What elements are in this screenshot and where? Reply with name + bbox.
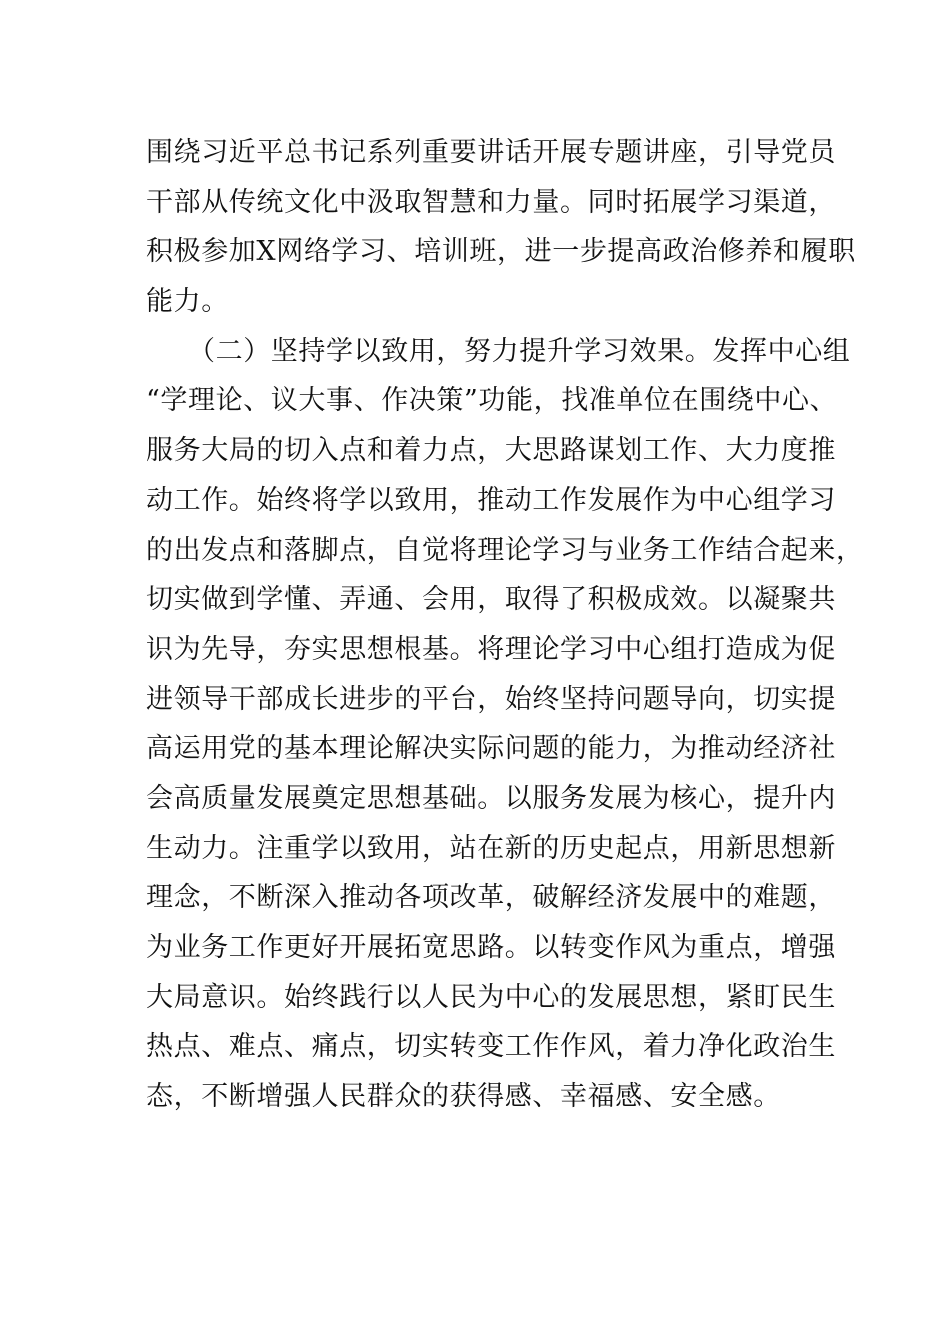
text-line: 干部从传统文化中汲取智慧和力量。同时拓展学习渠道，	[146, 186, 836, 218]
text-line: 为业务工作更好开展拓宽思路。以转变作风为重点，增强	[146, 932, 836, 963]
text-line: 围绕习近平总书记系列重要讲话开展专题讲座，引导党员	[146, 137, 836, 168]
text-line: 理念，不断深入推动各项改革，破解经济发展中的难题，	[146, 882, 836, 914]
text-line: 态，不断增强人民群众的获得感、幸福感、安全感。	[146, 1081, 781, 1113]
text-line: 高运用党的基本理论解决实际问题的能力，为推动经济社	[146, 733, 836, 765]
text-line: 会高质量发展奠定思想基础。以服务发展为核心，提升内	[146, 782, 836, 814]
text-line: 积极参加X网络学习、培训班，进一步提高政治修养和履职	[146, 236, 856, 268]
text-line: 大局意识。始终践行以人民为中心的发展思想，紧盯民生	[146, 981, 836, 1013]
body-text	[146, 128, 864, 1122]
text-line: 识为先导，夯实思想根基。将理论学习中心组打造成为促	[146, 633, 836, 665]
text-line: 能力。	[146, 286, 229, 318]
text-line: “学理论、议大事、作决策”功能，找准单位在围绕中心、	[146, 385, 838, 417]
text-line: 动工作。始终将学以致用，推动工作发展作为中心组学习	[146, 484, 836, 516]
text-line: 的出发点和落脚点，自觉将理论学习与业务工作结合起来，	[146, 534, 864, 566]
text-line: 切实做到学懂、弄通、会用，取得了积极成效。以凝聚共	[146, 584, 836, 616]
text-line: 进领导干部成长进步的平台，始终坚持问题导向，切实提	[146, 683, 836, 715]
text-line: 热点、难点、痛点，切实转变工作作风，着力净化政治生	[146, 1031, 836, 1063]
text-line: 服务大局的切入点和着力点，大思路谋划工作、大力度推	[146, 435, 836, 467]
text-line: 生动力。注重学以致用，站在新的历史起点，用新思想新	[146, 832, 836, 864]
section-heading-line: （二）坚持学以致用，努力提升学习效果。发挥中心组	[188, 335, 851, 367]
